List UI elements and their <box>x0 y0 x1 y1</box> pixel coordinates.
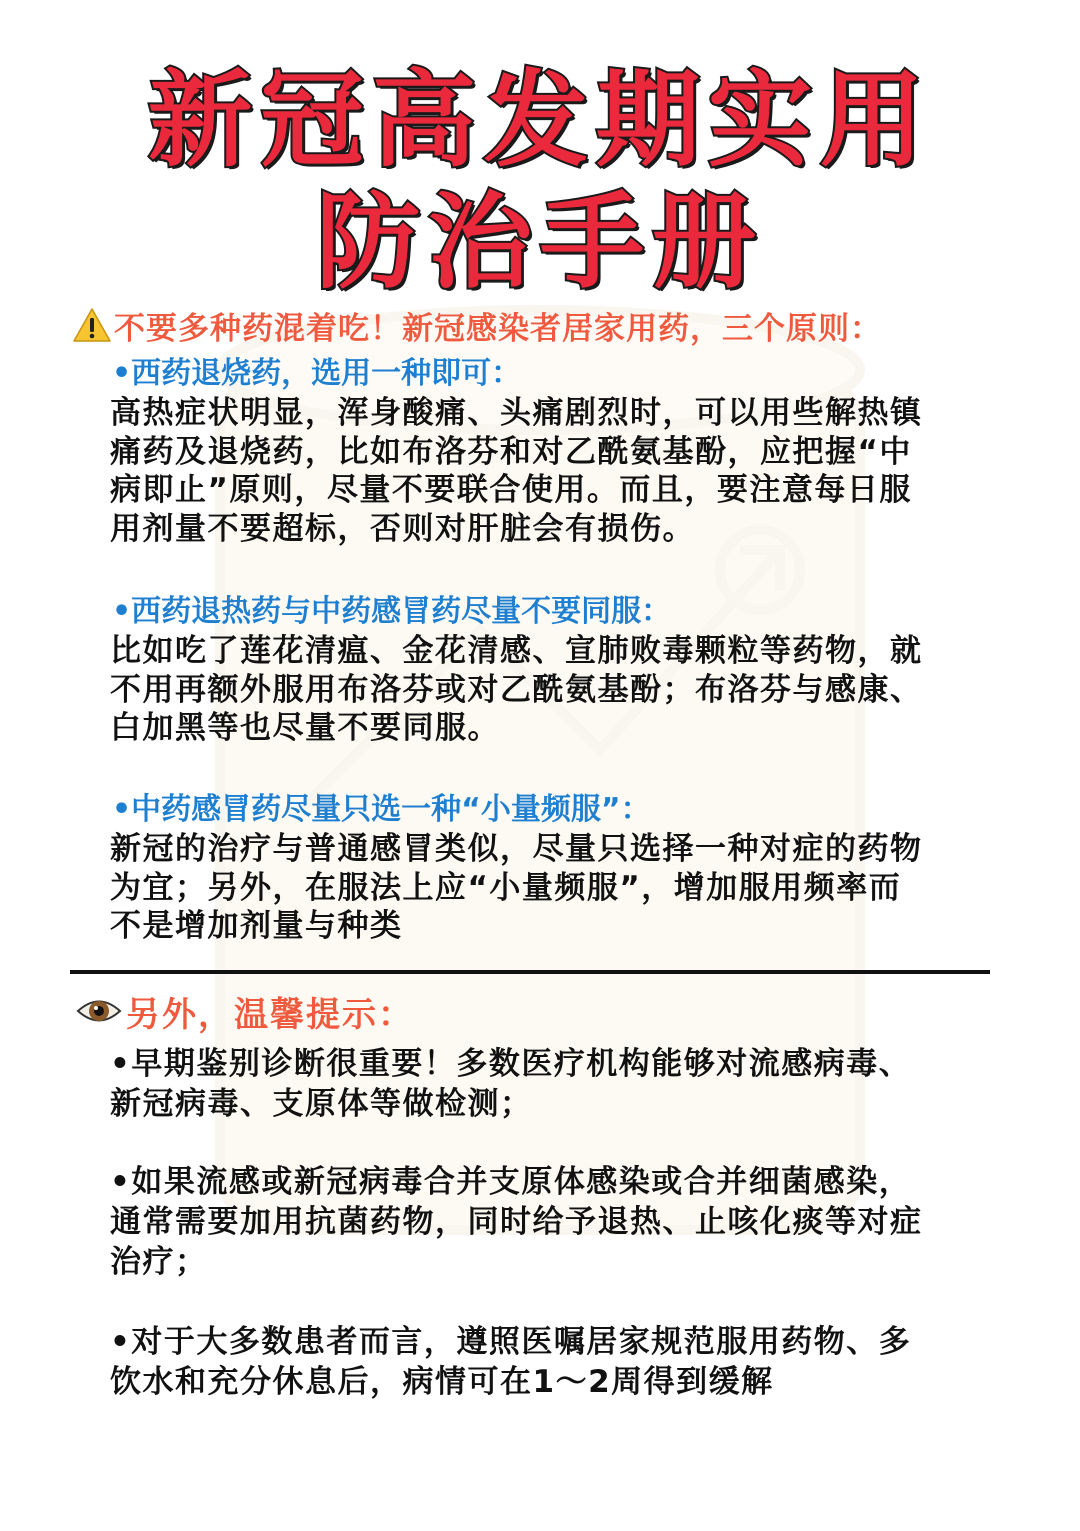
warning-banner <box>72 304 882 346</box>
tip-line: 新冠病毒、支原体等做检测； <box>110 1086 533 1122</box>
eye-icon <box>76 994 122 1028</box>
principle-1 <box>110 354 1020 548</box>
principle-body-line: 不用再额外服用布洛芬或对乙酰氨基酚；布洛芬与感康、 <box>110 671 923 708</box>
principle-body-line: 比如吃了莲花清瘟、金花清感、宣肺败毒颗粒等药物，就 <box>110 633 923 669</box>
principle-body-line: 高热症状明显，浑身酸痛、头痛剧烈时，可以用些解热镇 <box>110 395 923 431</box>
tip-line: 治疗； <box>110 1244 208 1280</box>
principle-body-line: 不是增加剂量与种类 <box>110 908 403 944</box>
principle-body-line: 为宜；另外，在服法上应“小量频服”，增加服用频率而 <box>110 869 902 906</box>
warning-text: 不要多种药混着吃！新冠感染者居家用药，三个原则： <box>114 310 882 347</box>
tip-item-3 <box>110 1322 1020 1402</box>
tip-item-2 <box>110 1162 1020 1282</box>
principle-heading: •西药退烧药，选用一种即可： <box>112 356 522 391</box>
title-line-2: 防治手册 <box>315 181 764 303</box>
tips-header <box>76 988 414 1034</box>
section-divider <box>70 970 990 974</box>
tip-line: •对于大多数患者而言，遵照医嘱居家规范服用药物、多 <box>110 1324 912 1360</box>
tip-line: 通常需要加用抗菌药物，同时给予退热、止咳化痰等对症 <box>110 1204 923 1240</box>
principle-body-line: 用剂量不要超标，否则对肝脏会有损伤。 <box>110 510 695 547</box>
principle-heading: •西药退热药与中药感冒药尽量不要同服： <box>112 594 672 629</box>
tip-line: •早期鉴别诊断很重要！多数医疗机构能够对流感病毒、 <box>110 1046 912 1082</box>
principle-heading: •中药感冒药尽量只选一种“小量频服”： <box>112 792 651 827</box>
principle-body-line: 白加黑等也尽量不要同服。 <box>110 710 500 746</box>
principle-body-line: 病即止”原则，尽量不要联合使用。而且，要注意每日服 <box>110 472 912 508</box>
tip-item-1 <box>110 1044 1020 1124</box>
warning-icon <box>72 307 112 343</box>
tips-title: 另外，温馨提示： <box>126 994 414 1035</box>
principle-3 <box>110 790 1020 946</box>
tip-line: •如果流感或新冠病毒合并支原体感染或合并细菌感染， <box>110 1164 912 1200</box>
principle-body-line: 新冠的治疗与普通感冒类似，尽量只选择一种对症的药物 <box>110 831 923 867</box>
title-line-1: 新冠高发期实用 <box>147 59 932 181</box>
principle-body-line: 痛药及退烧药，比如布洛芬和对乙酰氨基酚，应把握“中 <box>110 433 912 470</box>
tip-line: 饮水和充分休息后，病情可在1～2周得到缓解 <box>110 1364 774 1400</box>
principle-2 <box>110 592 1020 748</box>
